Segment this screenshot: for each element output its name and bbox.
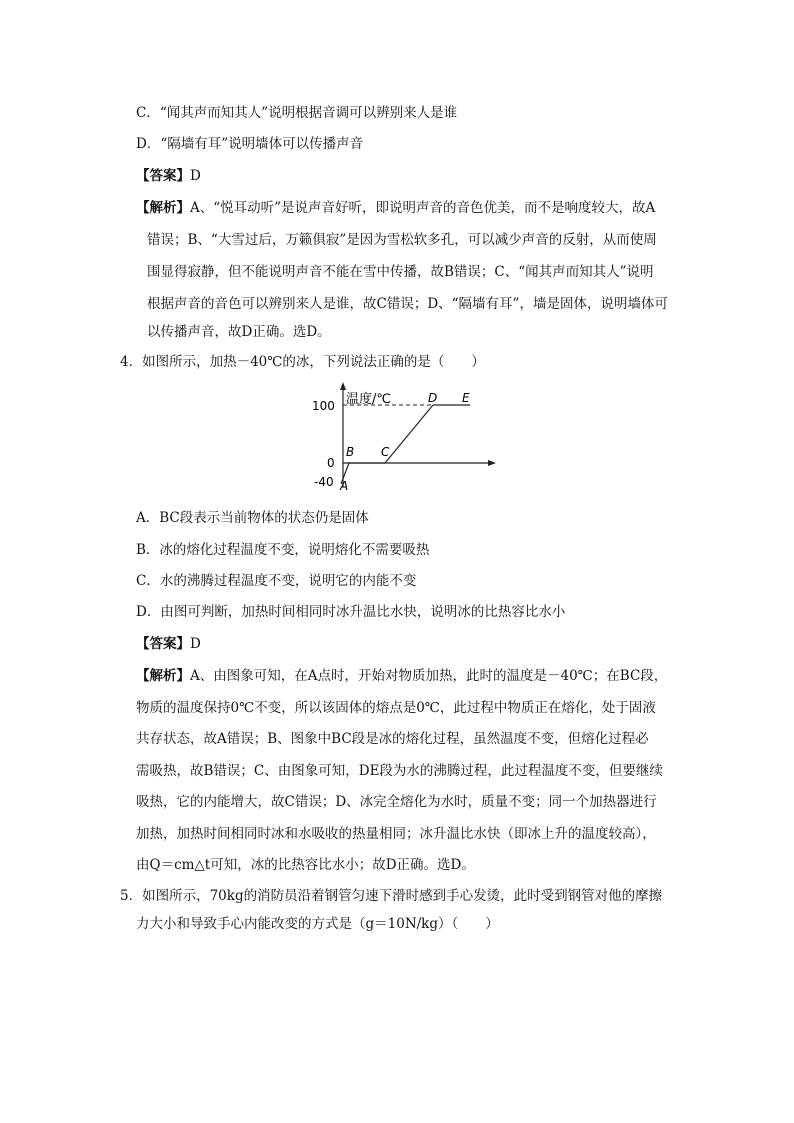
q4-analysis-line-1: 【解析】A、由图象可知，在A点时，开始对物质加热，此时的温度是－40℃；在BC段， bbox=[136, 668, 668, 684]
q5-stem-line-2: 力大小和导致手心内能改变的方式是（g＝10N/kg）（ ） bbox=[136, 916, 499, 932]
answer-value: D bbox=[190, 636, 201, 652]
q3-analysis-line-2: 错误；B、“大雪过后，万籁俱寂”是因为雪松软多孔，可以减少声音的反射，从而使周 bbox=[147, 232, 657, 248]
q4-analysis-line-4: 需吸热，故B错误；C、由图象可知，DE段为水的沸腾过程，此过程温度不变，但要继续 bbox=[136, 763, 663, 779]
q4-option-a: A．BC段表示当前物体的状态仍是固体 bbox=[136, 510, 369, 526]
y-axis-label: 温度/℃ bbox=[346, 392, 391, 407]
q4-analysis-line-6: 加热，加热时间相同时冰和水吸收的热量相同；冰升温比水快（即冰上升的温度较高）， bbox=[136, 826, 656, 842]
q3-option-d: D．“隔墙有耳”说明墙体可以传播声音 bbox=[136, 136, 364, 152]
q3-analysis-line-5: 以传播声音，故D正确。选D。 bbox=[147, 324, 331, 340]
temperature-time-graph bbox=[300, 382, 500, 492]
q3-analysis-line-4: 根据声音的音色可以辨别来人是谁，故C错误；D、“隔墙有耳”，墙是固体，说明墙体可 bbox=[147, 296, 668, 312]
point-b: B bbox=[346, 445, 355, 459]
q4-option-b: B．冰的熔化过程温度不变，说明熔化不需要吸热 bbox=[136, 542, 430, 558]
analysis-label: 【解析】 bbox=[136, 668, 190, 684]
point-c: C bbox=[381, 445, 390, 459]
point-d: D bbox=[428, 391, 438, 405]
q3-option-c: C．“闻其声而知其人”说明根据音调可以辨别来人是谁 bbox=[136, 105, 458, 121]
q3-analysis-line-1: 【解析】A、“悦耳动听”是说声音好听，即说明声音的音色优美，而不是响度较大，故A bbox=[136, 200, 656, 216]
q4-option-d: D．由图可判断，加热时间相同时冰升温比水快，说明冰的比热容比水小 bbox=[136, 604, 566, 620]
q4-stem: 4．如图所示，加热－40℃的冰，下列说法正确的是（ ） bbox=[120, 354, 485, 370]
tick-neg40: -40 bbox=[314, 475, 334, 489]
answer-label: 【答案】 bbox=[136, 168, 190, 184]
q4-analysis-line-3: 共存状态，故A错误；B、图象中BC段是冰的熔化过程，虽然温度不变，但熔化过程必 bbox=[136, 731, 649, 747]
q3-answer bbox=[136, 166, 201, 186]
point-a: A bbox=[340, 479, 349, 492]
q4-option-c: C．水的沸腾过程温度不变，说明它的内能不变 bbox=[136, 573, 417, 589]
answer-value: D bbox=[190, 168, 201, 184]
q4-analysis-line-5: 吸热，它的内能增大，故C错误；D、冰完全熔化为水时，质量不变；同一个加热器进行 bbox=[136, 794, 657, 810]
point-e: E bbox=[462, 391, 470, 405]
q4-analysis-line-2: 物质的温度保持0℃不变，所以该固体的熔点是0℃，此过程中物质正在熔化，处于固液 bbox=[136, 700, 656, 716]
q5-stem-line-1: 5．如图所示，70kg的消防员沿着钢管匀速下滑时感到手心发烫，此时受到钢管对他的摩擦 bbox=[120, 888, 663, 904]
x-axis-arrow bbox=[488, 460, 496, 466]
analysis-label: 【解析】 bbox=[136, 200, 190, 216]
segment-cd bbox=[385, 405, 433, 463]
answer-label: 【答案】 bbox=[136, 636, 190, 652]
q3-analysis-line-3: 围显得寂静，但不能说明声音不能在雪中传播，故B错误；C、“闻其声而知其人”说明 bbox=[147, 264, 654, 280]
y-axis-arrow bbox=[340, 382, 346, 390]
q4-answer bbox=[136, 634, 201, 654]
tick-0: 0 bbox=[327, 456, 335, 470]
tick-100: 100 bbox=[312, 399, 335, 413]
q4-analysis-line-7: 由Q＝cm△t可知，冰的比热容比水小；故D正确。选D。 bbox=[136, 857, 475, 873]
